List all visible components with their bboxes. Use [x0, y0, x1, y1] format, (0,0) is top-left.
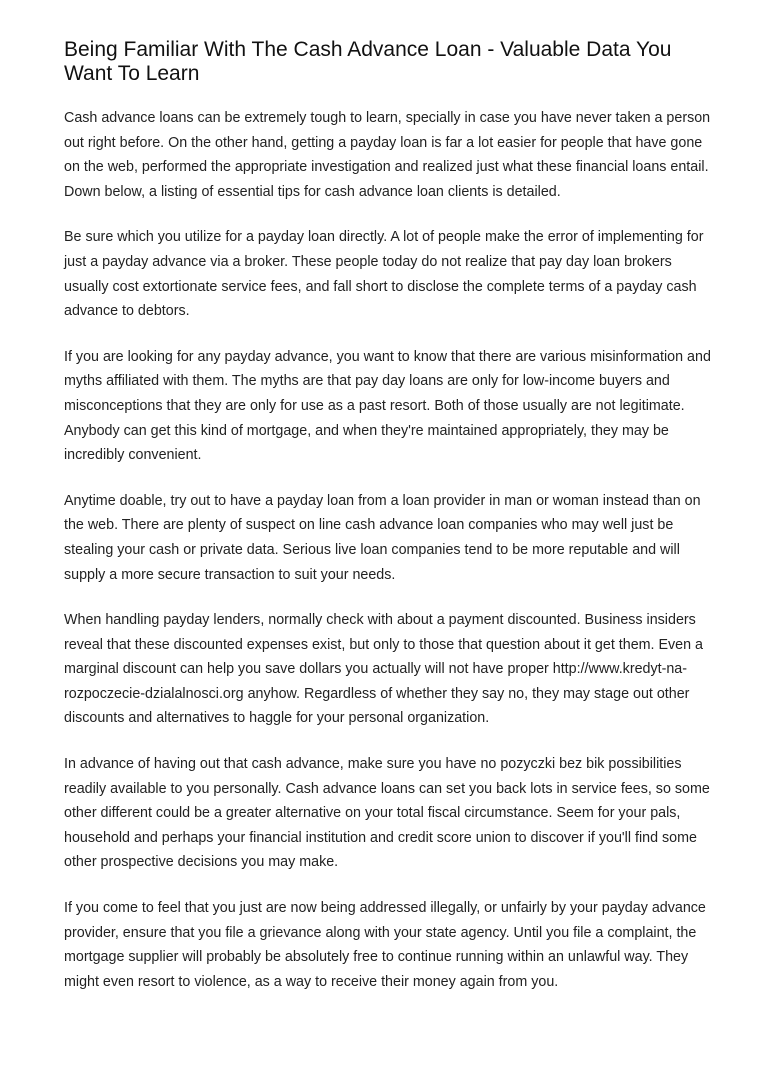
- paragraph-6: In advance of having out that cash advance, make sure you have no pozyczki bez bik possibilities readily available to you personally. Cash advance loans can set you back lots in service fees, so some other different could be a greater alternative on your total fiscal circumstance. Seem for your pals, household and perhaps your financial institution and credit score union to discover if you'll find some other prospective decisions you may make.: [64, 756, 710, 871]
- paragraph-1: Cash advance loans can be extremely tough to learn, specially in case you have never taken a person out right before. On the other hand, getting a payday loan is far a lot easier for people that have gone on the web, performed the appropriate investigation and realized just what these financial loans entail. Down below, a listing of essential tips for cash advance loan clients is detailed.: [64, 110, 711, 200]
- paragraph-5: When handling payday lenders, normally check with about a payment discounted. Business insiders reveal that these discounted expenses exist, but only to those that question about it get them. Even a marginal discount can help you save dollars you actually will not have proper http://www.kredyt-na-rozpoczecie-dzialalnosci.org anyhow. Regardless of whether they say no, they may stage out other discounts and alternatives to haggle for your personal organization.: [64, 612, 704, 727]
- paragraph-3: If you are looking for any payday advance, you want to know that there are various misinformation and myths affiliated with them. The myths are that pay day loans are only for low-income buyers and misconceptions that they are only for use as a past resort. Both of those usually are not legitimate. Anybody can get this kind of mortgage, and when they're maintained appropriately, they may be incredibly convenient.: [64, 348, 711, 464]
- paragraph-7: If you come to feel that you just are now being addressed illegally, or unfairly by your payday advance provider, ensure that you file a grievance along with your state agency. Until you file a complaint, the mortgage supplier will probably be absolutely free to continue running within an unlawful way. They might even resort to violence, as a way to receive their money again from you.: [64, 900, 706, 990]
- document-title: Being Familiar With The Cash Advance Loan - Valuable Data You Want To Learn: [64, 38, 672, 85]
- paragraph-2: Be sure which you utilize for a payday loan directly. A lot of people make the error of implementing for just a payday advance via a broker. These people today do not realize that pay day loan brokers usually cost extortionate service fees, and fall short to disclose the complete terms of a payday cash advance to debtors.: [64, 229, 704, 320]
- paragraph-4: Anytime doable, try out to have a payday loan from a loan provider in man or woman instead than on the web. There are plenty of suspect on line cash advance loan companies who may well just be stealing your cash or private data. Serious live loan companies tend to be more reputable and will supply a more secure transaction to suit your needs.: [64, 492, 701, 583]
